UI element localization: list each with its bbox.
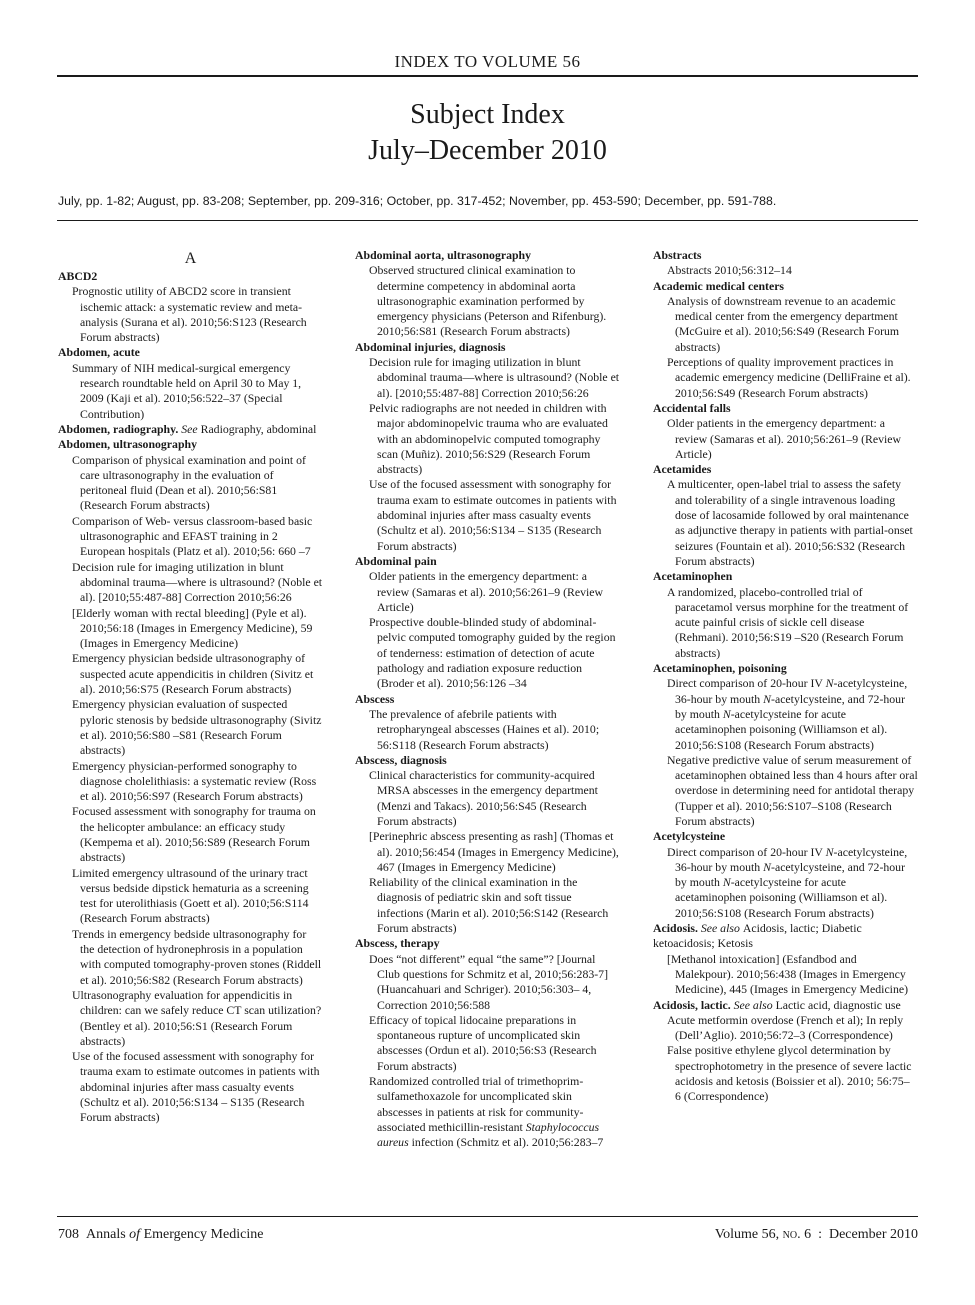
see-target: Lactic acid, diagnostic use bbox=[775, 997, 901, 1012]
entry-italic: N bbox=[722, 875, 731, 890]
index-heading: Acetaminophen bbox=[653, 569, 733, 584]
index-column-3 bbox=[653, 248, 918, 1105]
index-entry: Analysis of downstream revenue to an academic medical center from the emergency department (McGuire et al). 2010;56:S49 (Research Forum abstracts) bbox=[667, 293, 900, 354]
see-reference: See also bbox=[700, 921, 740, 936]
page-title: Subject Index bbox=[410, 99, 565, 130]
index-heading: Abdomen, ultrasonography bbox=[58, 437, 197, 452]
index-entry: Emergency physician-performed sonography to diagnose cholelithiasis: a systematic review (Ross et al). 2010;56:S97 (Research Forum abstracts) bbox=[72, 758, 317, 804]
index-heading: Abscess bbox=[355, 691, 395, 706]
section-letter: A bbox=[184, 250, 197, 267]
index-heading: Acetamides bbox=[653, 462, 712, 477]
index-entry: Pelvic radiographs are not needed in children with major abdominopelvic trauma who are evaluated with an abdominopelvic computed tomography scan (Muñiz). 2010;56:S29 (Research Forum abstracts) bbox=[369, 400, 608, 477]
entry-text: Direct comparison of 20-hour IV bbox=[667, 676, 826, 691]
index-entry: Ultrasonography evaluation for appendicitis in children: can we safely reduce CT scan utilization? (Bentley et al). 2010;56:S1 (Research Forum abstracts) bbox=[72, 987, 322, 1048]
journal-name-of: of bbox=[129, 1227, 141, 1242]
entry-text: -acetylcysteine, 36-hour by mouth bbox=[675, 676, 908, 706]
entry-text: -acetylcysteine, 36-hour by mouth bbox=[675, 844, 908, 874]
index-entry: A randomized, placebo-controlled trial of paracetamol versus morphine for the treatment of acute painful crisis of sickle cell disease (Rehmani). 2010;56:S19 –S20 (Research Forum abstracts) bbox=[667, 584, 909, 660]
heading-text: Abdomen, radiography. bbox=[58, 421, 179, 436]
index-entry: Perceptions of quality improvement practices in academic emergency medicine (DelliFraine et al). 2010;56:S49 (Research Forum abstracts) bbox=[667, 355, 911, 400]
index-entry: Decision rule for imaging utilization in blunt abdominal trauma—where is ultrasound? (Noble et al). [2010;55:487-88] Correction 2010;56:26 bbox=[369, 355, 620, 400]
index-entry: Decision rule for imaging utilization in blunt abdominal trauma—where is ultrasound? (Noble et al). [2010;55:487-88] Correction 2010;56:26 bbox=[72, 559, 323, 605]
index-heading: Abdominal pain bbox=[355, 553, 437, 568]
index-entry: Acute metformin overdose (French et al); In reply (Dell’Aglio). 2010;56:72–3 (Correspondence) bbox=[667, 1012, 904, 1043]
index-entry: Efficacy of topical lidocaine preparations in spontaneous rupture of uncomplicated skin abscesses (Ordun et al). 2010;56:S3 (Research Forum abstracts) bbox=[369, 1012, 597, 1073]
index-heading: Accidental falls bbox=[653, 400, 731, 415]
see-target: Radiography, abdominal bbox=[200, 421, 317, 436]
index-heading: Abscess, therapy bbox=[355, 936, 440, 951]
index-heading: Abdomen, acute bbox=[58, 345, 140, 360]
index-heading: Abdominal aorta, ultrasonography bbox=[355, 248, 531, 262]
index-entry: [Perinephric abscess presenting as rash] (Thomas et al). 2010;56:454 (Images in Emergency Medicine), 467 (Images in Emergency Medicine) bbox=[369, 829, 619, 874]
entry-text: infection (Schmitz et al). 2010;56:283–7 bbox=[408, 1135, 604, 1150]
footer-journal bbox=[58, 1226, 263, 1244]
volume: Volume 56, bbox=[714, 1227, 780, 1242]
separator: : bbox=[818, 1227, 822, 1242]
index-heading: Academic medical centers bbox=[653, 278, 785, 293]
index-entry: False positive ethylene glycol determination by spectrophotometry in the presence of severe lactic acidosis and ketosis (Boissier et al). 2010; 56:75– 6 (Correspondence) bbox=[667, 1043, 912, 1104]
index-entry: [Elderly woman with rectal bleeding] (Pyle et al). 2010;56:18 (Images in Emergency Medicine), 59 (Images in Emergency Medicine) bbox=[72, 605, 313, 651]
journal-name: Annals bbox=[86, 1227, 126, 1242]
index-entry: Older patients in the emergency department: a review (Samaras et al). 2010;56:261–9 (Review Article) bbox=[369, 569, 604, 614]
index-entry: Comparison of physical examination and point of care ultrasonography in the evaluation of peritoneal fluid (Dean et al). 2010;56:S81 (Research Forum abstracts) bbox=[72, 452, 306, 513]
see-reference: See also bbox=[733, 997, 773, 1012]
entry-text: -acetylcysteine for acute acetaminophen poisoning (Williamson et al). 2010;56:S108 (Research Forum abstracts) bbox=[675, 875, 888, 920]
issue-date: December 2010 bbox=[828, 1227, 918, 1242]
issue: no. 6 bbox=[782, 1227, 812, 1242]
index-entry: Reliability of the clinical examination in the diagnosis of pediatric skin and soft tissue infections (Marin et al). 2010;56:S142 (Research Forum abstracts) bbox=[369, 875, 609, 936]
page-subtitle: July–December 2010 bbox=[368, 135, 607, 166]
index-column-2 bbox=[355, 248, 620, 1151]
heading-text: Acidosis. bbox=[653, 921, 698, 936]
organism-name: Staphylococcus aureus bbox=[377, 1119, 600, 1150]
index-heading-crossref bbox=[653, 921, 918, 952]
index-entry: Prospective double-blinded study of abdominal-pelvic computed tomography guided by the region of tenderness: estimation of detection of acute pathology and radiation exposure reduction (Broder et al). 2010;56:126 –34 bbox=[369, 615, 616, 691]
index-entry: Negative predictive value of serum measurement of acetaminophen obtained less than 4 hours after oral overdose in determining need for antidotal therapy (Tupper et al). 2010;56:S107–S108 (Research Forum abstracts) bbox=[667, 752, 918, 828]
header-rule bbox=[57, 220, 918, 221]
entry-text: -acetylcysteine for acute acetaminophen poisoning (Williamson et al). 2010;56:S108 (Research Forum abstracts) bbox=[675, 706, 888, 752]
index-entry: A multicenter, open-label trial to assess the safety and tolerability of a single intravenous loading dose of lacosamide followed by oral maintenance as adjunctive therapy in patients with partial-onset seizures (Fountain et al). 2010;56:S32 (Research Forum abstracts) bbox=[667, 477, 913, 568]
footer-volume bbox=[715, 1226, 918, 1244]
index-entry: Limited emergency ultrasound of the urinary tract versus bedside dipstick hematuria as a screening test for uterolithiasis (Goett et al). 2010;56:S114 (Research Forum abstracts) bbox=[72, 865, 309, 926]
entry-italic: N bbox=[763, 859, 772, 874]
index-entry: Observed structured clinical examination to determine competency in abdominal aorta ultrasonographic examination performed by emergency physicians (Peterson and Rifenburg). 2010;56:S81 (Research Forum abstracts) bbox=[369, 263, 607, 339]
entry-text: Randomized controlled trial of trimethoprim-sulfamethoxazole for uncomplicated skin abscesses in patients at risk for community-associated methicillin-resistant bbox=[369, 1074, 584, 1134]
entry-italic: N bbox=[825, 676, 834, 691]
index-entry: Focused assessment with sonography for trauma on the helicopter ambulance: an efficacy study (Kempema et al). 2010;56:S89 (Research Forum abstracts) bbox=[72, 804, 316, 865]
running-head: INDEX TO VOLUME 56 bbox=[394, 52, 581, 71]
index-entry: Does “not different” equal “the same”? [Journal Club questions for Schmitz et al, 2010;56:283-7] (Huancahuari and Schriger). 2010;56:303– 4, Correction 2010;56:588 bbox=[369, 951, 608, 1012]
index-heading: Acetylcysteine bbox=[653, 829, 726, 844]
index-entry: Summary of NIH medical-surgical emergency research roundtable held on April 30 to May 1, 2009 (Kaji et al). 2010;56:522–37 (Special Contribution) bbox=[72, 360, 302, 421]
top-rule bbox=[57, 75, 918, 77]
index-heading: Abscess, diagnosis bbox=[355, 752, 447, 767]
entry-text: -acetylcysteine, and 72-hour by mouth bbox=[675, 691, 906, 721]
index-entry: Abstracts 2010;56:312–14 bbox=[667, 263, 792, 278]
index-entry bbox=[653, 845, 918, 921]
index-entry: Clinical characteristics for community-acquired MRSA abscesses in the emergency department (Menzi and Takacs). 2010;56:S45 (Research Forum abstracts) bbox=[369, 768, 598, 828]
index-entry: Older patients in the emergency department: a review (Samaras et al). 2010;56:261–9 (Review Article) bbox=[667, 416, 902, 461]
footer-rule bbox=[57, 1216, 918, 1217]
index-heading-crossref bbox=[58, 422, 323, 437]
index-column-1 bbox=[58, 248, 323, 1126]
index-entry: Prognostic utility of ABCD2 score in transient ischemic attack: a systematic review and meta-analysis (Surana et al). 2010;56:S123 (Research Forum abstracts) bbox=[72, 284, 307, 345]
index-entry: Comparison of Web- versus classroom-based basic ultrasonographic and EFAST training in 2 European hospitals (Platz et al). 2010;56: 660 –7 bbox=[72, 513, 313, 559]
index-entry bbox=[653, 676, 918, 752]
index-heading: Abdominal injuries, diagnosis bbox=[355, 339, 506, 354]
page-number: 708 bbox=[58, 1227, 79, 1242]
index-entry: Emergency physician bedside ultrasonography of suspected acute appendicitis in children (Sivitz et al). 2010;56:S75 (Research Forum abstracts) bbox=[72, 651, 314, 697]
see-reference: See bbox=[181, 421, 198, 436]
entry-italic: N bbox=[825, 844, 834, 859]
issue-coverage: July, pp. 1-82; August, pp. 83-208; September, pp. 209-316; October, pp. 317-452; November, pp. 453-590; December, pp. 591-788. bbox=[58, 194, 777, 208]
index-entry: Emergency physician evaluation of suspected pyloric stenosis by bedside ultrasonography (Sivitz et al). 2010;56:S80 –S81 (Research Forum abstracts) bbox=[72, 697, 322, 758]
see-target: Acidosis, lactic; Diabetic ketoacidosis; Ketosis bbox=[653, 921, 862, 951]
index-heading: ABCD2 bbox=[58, 269, 98, 283]
heading-text: Acidosis, lactic. bbox=[653, 997, 731, 1012]
index-entry: The prevalence of afebrile patients with retropharyngeal abscesses (Haines et al). 2010; 56:S118 (Research Forum abstracts) bbox=[369, 706, 600, 752]
index-heading: Acetaminophen, poisoning bbox=[653, 661, 787, 676]
index-entry: Trends in emergency bedside ultrasonography for the detection of hydronephrosis in a population with computed tomography-proven stones (Riddell et al). 2010;56:S82 (Research Forum abstracts) bbox=[72, 926, 322, 987]
journal-name-rest: Emergency Medicine bbox=[143, 1227, 264, 1242]
entry-text: Direct comparison of 20-hour IV bbox=[667, 844, 826, 859]
entry-italic: N bbox=[722, 706, 731, 721]
index-entry bbox=[355, 1074, 620, 1150]
entry-italic: N bbox=[763, 691, 772, 706]
entry-text: -acetylcysteine, and 72-hour by mouth bbox=[675, 859, 906, 890]
index-entry: [Methanol intoxication] (Esfandbod and Malekpour). 2010;56:438 (Images in Emergency Medicine), 445 (Images in Emergency Medicine) bbox=[667, 951, 909, 997]
index-entry: Use of the focused assessment with sonography for trauma exam to estimate outcomes in patients with abdominal injuries after mass casualty events (Schultz et al). 2010;56:S134 – S135 (Research Forum abstracts) bbox=[369, 477, 617, 553]
index-heading: Abstracts bbox=[653, 248, 702, 262]
index-heading-crossref bbox=[653, 998, 918, 1013]
index-entry: Use of the focused assessment with sonography for trauma exam to estimate outcomes in patients with abdominal injuries after mass casualty events (Schultz et al). 2010;56:S134 – S135 (Research Forum abstracts) bbox=[72, 1049, 320, 1125]
